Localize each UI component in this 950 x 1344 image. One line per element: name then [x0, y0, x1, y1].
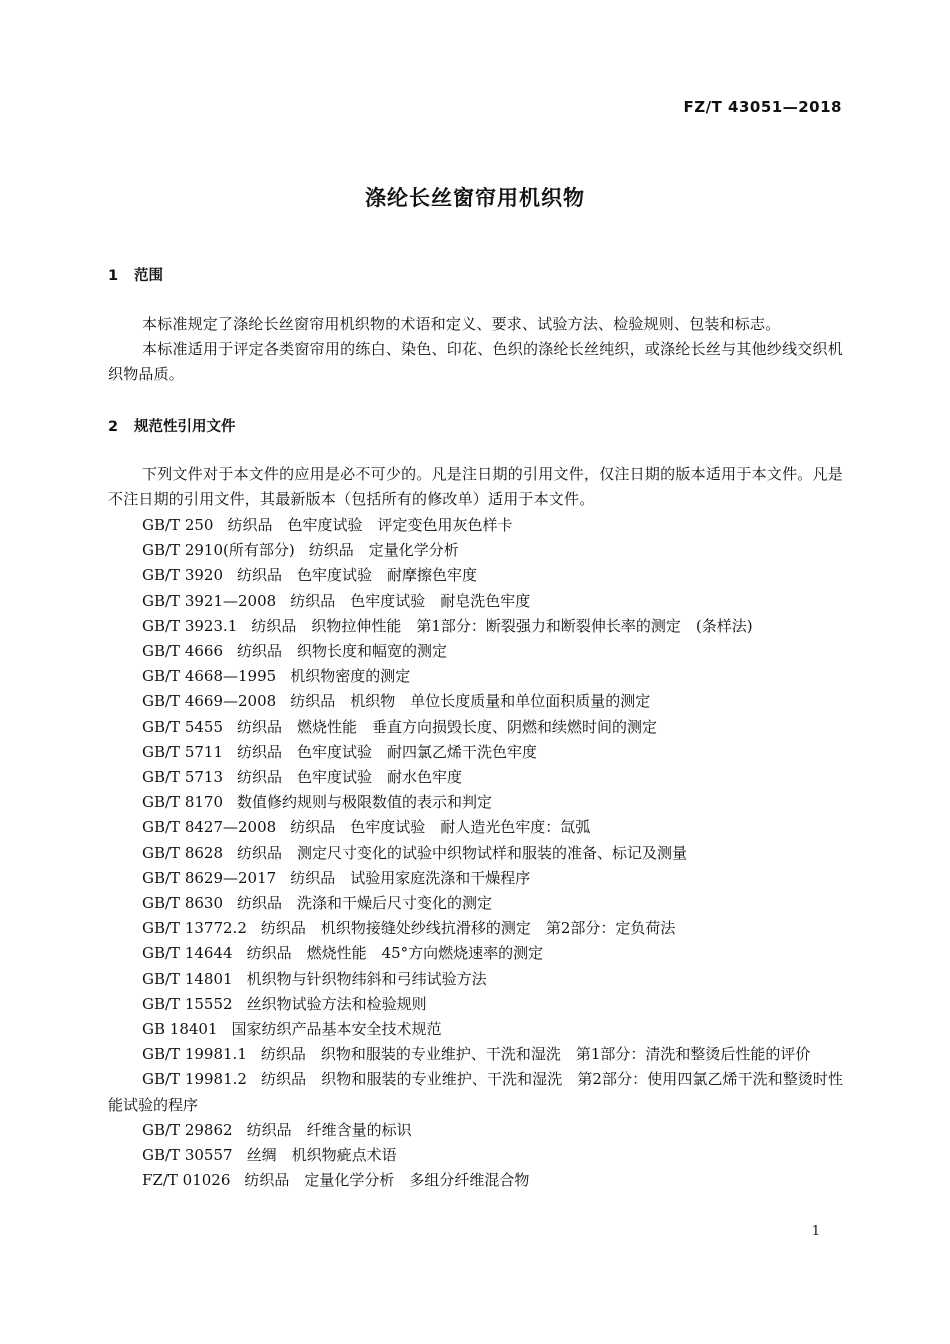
reference-item	[108, 967, 843, 992]
reference-code: GB/T 5455	[142, 717, 224, 736]
reference-item	[108, 1143, 843, 1168]
reference-code: GB/T 8427—2008	[142, 818, 277, 837]
reference-item	[108, 992, 843, 1017]
reference-title: 纺织品 织物和服装的专业维护、干洗和湿洗 第1部分：清洗和整烫后性能的评价	[260, 1045, 811, 1064]
reference-code: GB/T 19981.1	[142, 1045, 247, 1064]
page-number: 1	[811, 1224, 820, 1239]
reference-title: 纺织品 测定尺寸变化的试验中织物试样和服装的准备、标记及测量	[237, 843, 688, 862]
references-intro-paragraph: 下列文件对于本文件的应用是必不可少的。凡是注日期的引用文件，仅注日期的版本适用于本文件。凡是不注日期的引用文件，其最新版本（包括所有的修改单）适用于本文件。	[108, 465, 843, 508]
reference-code: GB/T 4666	[142, 642, 224, 661]
reference-code: GB/T 3921—2008	[142, 591, 277, 610]
reference-code: FZ/T 01026	[142, 1171, 231, 1190]
section-heading-normative-references	[108, 415, 236, 436]
section-title: 规范性引用文件	[134, 419, 236, 435]
reference-title: 纺织品 色牢度试验 耐皂洗色牢度	[290, 591, 531, 610]
reference-title: 机织物与针织物纬斜和弓纬试验方法	[246, 969, 487, 988]
reference-code: GB/T 8170	[142, 793, 224, 812]
reference-item	[108, 941, 843, 966]
reference-item	[108, 664, 843, 689]
reference-title: 纺织品 燃烧性能 45°方向燃烧速率的测定	[246, 944, 544, 963]
reference-code: GB/T 30557	[142, 1146, 233, 1165]
reference-item	[108, 1118, 843, 1143]
reference-code: GB/T 5713	[142, 768, 224, 787]
reference-item	[108, 639, 843, 664]
reference-title: 纺织品 色牢度试验 耐摩擦色牢度	[237, 566, 478, 585]
reference-title: 纺织品 色牢度试验 耐水色牢度	[237, 768, 463, 787]
reference-item	[108, 841, 843, 866]
scope-paragraph-1: 本标准规定了涤纶长丝窗帘用机织物的术语和定义、要求、试验方法、检验规则、包装和标志。	[142, 315, 781, 333]
reference-item	[108, 1042, 843, 1067]
reference-item	[108, 538, 843, 563]
reference-code: GB/T 8630	[142, 894, 224, 913]
reference-item	[108, 891, 843, 916]
reference-title: 纺织品 纤维含量的标识	[246, 1120, 412, 1139]
reference-code: GB 18401	[142, 1020, 218, 1039]
reference-item	[108, 740, 843, 765]
reference-code: GB/T 5711	[142, 742, 224, 761]
reference-title: 纺织品 色牢度试验 耐人造光色牢度：氙弧	[290, 818, 591, 837]
reference-code: GB/T 3920	[142, 566, 224, 585]
reference-title: 纺织品 洗涤和干燥后尺寸变化的测定	[237, 894, 493, 913]
reference-title: 纺织品 机织物 单位长度质量和单位面积质量的测定	[290, 692, 651, 711]
reference-title: 纺织品 织物长度和幅宽的测定	[237, 642, 448, 661]
reference-item	[108, 589, 843, 614]
reference-code: GB/T 4669—2008	[142, 692, 277, 711]
reference-item	[108, 815, 843, 840]
reference-code: GB/T 19981.2	[142, 1070, 247, 1089]
reference-title: 数值修约规则与极限数值的表示和判定	[237, 793, 493, 812]
reference-list	[108, 513, 843, 1193]
reference-title: 纺织品 织物和服装的专业维护、干洗和湿洗 第2部分：使用四氯乙烯干洗和整烫时性能试验的程序	[108, 1070, 843, 1114]
reference-title: 纺织品 定量化学分析	[308, 541, 459, 560]
reference-item	[108, 866, 843, 891]
section-heading-scope	[108, 264, 163, 285]
reference-item	[108, 916, 843, 941]
section-title: 范围	[134, 268, 163, 284]
reference-title: 纺织品 织物拉伸性能 第1部分：断裂强力和断裂伸长率的测定 (条样法)	[251, 616, 753, 635]
reference-code: GB/T 4668—1995	[142, 667, 277, 686]
reference-item	[108, 790, 843, 815]
reference-item	[108, 1017, 843, 1042]
document-title: 涤纶长丝窗帘用机织物	[365, 186, 585, 210]
reference-code: GB/T 250	[142, 516, 214, 534]
reference-code: GB/T 15552	[142, 994, 233, 1013]
reference-item	[108, 765, 843, 790]
reference-title: 丝绸 机织物疵点术语	[246, 1146, 397, 1165]
reference-item	[108, 513, 843, 538]
reference-item	[108, 689, 843, 714]
reference-title: 纺织品 色牢度试验 评定变色用灰色样卡	[227, 516, 513, 534]
standard-code: FZ/T 43051—2018	[683, 98, 842, 116]
reference-code: GB/T 3923.1	[142, 616, 238, 635]
reference-code: GB/T 14644	[142, 944, 233, 963]
reference-title: 丝织物试验方法和检验规则	[246, 994, 427, 1013]
reference-title: 纺织品 定量化学分析 多组分纤维混合物	[244, 1171, 530, 1190]
scope-paragraph-2: 本标准适用于评定各类窗帘用的练白、染色、印花、色织的涤纶长丝纯织，或涤纶长丝与其他纱线交织机织物品质。	[108, 340, 843, 383]
reference-title: 纺织品 色牢度试验 耐四氯乙烯干洗色牢度	[237, 742, 538, 761]
reference-title: 纺织品 燃烧性能 垂直方向损毁长度、阴燃和续燃时间的测定	[237, 717, 658, 736]
reference-item	[108, 1168, 843, 1193]
reference-code: GB/T 2910(所有部分)	[142, 541, 295, 560]
reference-item	[108, 563, 843, 588]
reference-code: GB/T 29862	[142, 1120, 233, 1139]
section-number: 2	[108, 419, 119, 435]
reference-title: 机织物密度的测定	[290, 667, 411, 686]
reference-title: 国家纺织产品基本安全技术规范	[231, 1020, 442, 1039]
reference-code: GB/T 8628	[142, 843, 224, 862]
reference-item	[108, 715, 843, 740]
reference-code: GB/T 8629—2017	[142, 868, 277, 887]
reference-code: GB/T 13772.2	[142, 919, 247, 938]
reference-item	[108, 614, 843, 639]
reference-item	[108, 1067, 843, 1117]
reference-code: GB/T 14801	[142, 969, 233, 988]
reference-title: 纺织品 试验用家庭洗涤和干燥程序	[290, 868, 531, 887]
reference-title: 纺织品 机织物接缝处纱线抗滑移的测定 第2部分：定负荷法	[260, 919, 676, 938]
section-number: 1	[108, 268, 119, 284]
